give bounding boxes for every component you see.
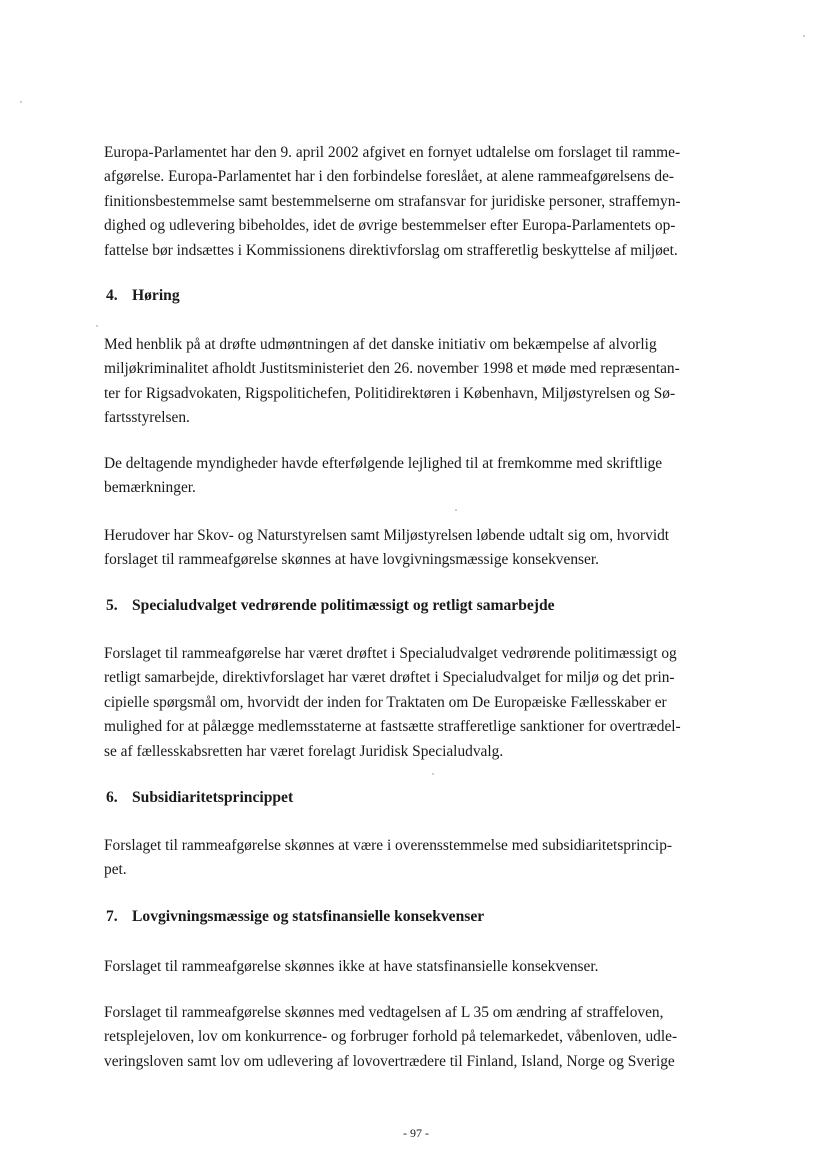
text-line: afgørelse. Europa-Parlamentet har i den forbindelse foreslået, at alene rammeafgørelsens de-	[104, 168, 675, 186]
text-line: Forslaget til rammeafgørelse skønnes med vedtagelsen af L 35 om ændring af straffeloven,	[104, 1004, 664, 1021]
scan-speck	[432, 773, 434, 775]
paragraph-lovgivning	[104, 1001, 744, 1074]
paragraph-statsfinansielle	[104, 955, 744, 979]
text-line: De deltagende myndigheder havde efterfølgende lejlighed til at fremkomme med skriftlige	[104, 455, 663, 472]
paragraph-europa-parlamentet	[104, 141, 744, 263]
paragraph-hoering-meeting	[104, 333, 744, 431]
paragraph-subsidiaritet	[104, 834, 744, 883]
text-line: Forslaget til rammeafgørelse skønnes at være i overensstemmelse med subsidiaritetsprincip-	[104, 837, 673, 854]
text-line: mulighed for at pålægge medlemsstaterne at fastsætte strafferetlige sanktioner for overtrædel-	[104, 718, 681, 736]
text-line: fartsstyrelsen.	[104, 409, 190, 427]
text-line: ter for Rigsadvokaten, Rigspolitichefen, Politidirektøren i København, Miljøstyrelsen og Sø-	[104, 384, 676, 402]
paragraph-herudover	[104, 524, 744, 573]
text-line: finitionsbestemmelse samt bestemmelserne om strafansvar for juridiske personer, straffemyn-	[104, 192, 681, 210]
text-line: se af fællesskabsretten har været forelagt Juridisk Specialudvalg.	[104, 742, 504, 760]
text-line: dighed og udlevering bibeholdes, idet de øvrige bestemmelser efter Europa-Parlamentets op-	[104, 217, 676, 235]
paragraph-myndigheder	[104, 452, 744, 501]
text-line: Forslaget til rammeafgørelse har været drøftet i Specialudvalget vedrørende politimæssigt og	[104, 645, 677, 662]
text-line: retsplejeloven, lov om konkurrence- og forbruger forhold på telemarkedet, våbenloven, udle-	[104, 1028, 678, 1046]
scan-speck	[803, 35, 805, 37]
scan-speck	[20, 101, 22, 103]
page-number: - 97 -	[403, 1126, 429, 1140]
scan-speck	[455, 509, 457, 511]
text-line: fattelse bør indsættes i Kommissionens direktivforslag om strafferetlig beskyttelse af miljøet.	[104, 241, 678, 259]
section-title: Specialudvalget vedrørende politimæssigt og retligt samarbejde	[132, 597, 555, 614]
text-line: Med henblik på at drøfte udmøntningen af det danske initiativ om bekæmpelse af alvorlig	[104, 336, 657, 353]
text-line: Forslaget til rammeafgørelse skønnes ikke at have statsfinansielle konsekvenser.	[104, 958, 599, 975]
section-heading-4	[106, 287, 180, 305]
scan-speck	[96, 325, 98, 327]
section-heading-5	[106, 597, 555, 615]
text-line: forslaget til rammeafgørelse skønnes at have lovgivningsmæssige konsekvenser.	[104, 551, 599, 569]
paragraph-specialudvalget	[104, 642, 744, 764]
text-line: bemærkninger.	[104, 479, 196, 497]
text-line: Herudover har Skov- og Naturstyrelsen samt Miljøstyrelsen løbende udtalt sig om, hvorvidt	[104, 527, 670, 544]
section-number: 6.	[106, 789, 118, 806]
section-number: 5.	[106, 597, 118, 614]
section-heading-6	[106, 789, 293, 807]
section-heading-7	[106, 908, 484, 926]
section-number: 4.	[106, 287, 118, 304]
text-line: retligt samarbejde, direktivforslaget har været drøftet i Specialudvalget for miljø og det prin-	[104, 669, 675, 687]
text-line: pet.	[104, 861, 127, 879]
section-title: Lovgivningsmæssige og statsfinansielle konsekvenser	[132, 908, 485, 925]
text-line: cipielle spørgsmål om, hvorvidt der inden for Traktaten om De Europæiske Fællesskaber er	[104, 693, 667, 711]
section-number: 7.	[106, 908, 118, 925]
text-line: miljøkriminalitet afholdt Justitsministeriet den 26. november 1998 et møde med repræsentan-	[104, 360, 680, 378]
section-title: Subsidiaritetsprincippet	[132, 789, 294, 806]
section-title: Høring	[132, 287, 180, 304]
text-line: Europa-Parlamentet har den 9. april 2002 afgivet en fornyet udtalelse om forslaget til ramme-	[104, 144, 681, 161]
text-line: veringsloven samt lov om udlevering af lovovertrædere til Finland, Island, Norge og Sverige	[104, 1052, 675, 1070]
